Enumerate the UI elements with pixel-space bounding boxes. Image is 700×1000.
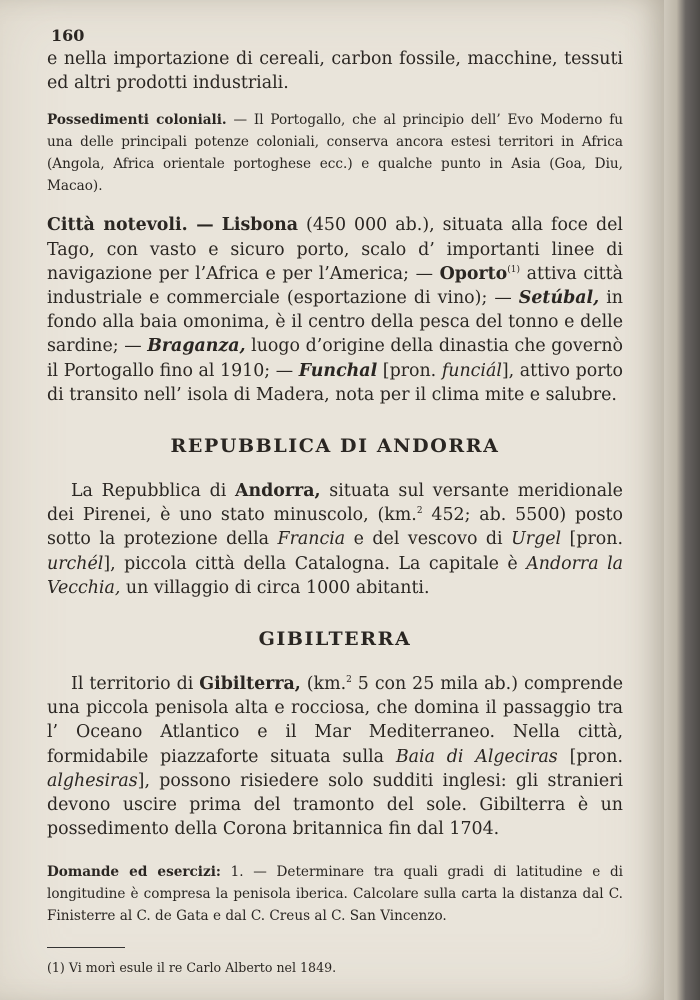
domande-paragraph	[47, 861, 623, 927]
gibilterra-baia: Baia di Algeciras	[395, 746, 558, 767]
citta-paragraph	[47, 213, 623, 407]
citta-text-5: [pron.	[377, 360, 442, 381]
citta-text-6: ], attivo porto di transito nell’ isola di Madera, nota per il clima mite e salubre.	[47, 360, 623, 405]
gibilterra-text-4: [pron.	[557, 746, 623, 767]
citta-text-1: (450 000 ab.), situata alla foce del Tago, con vasto e sicuro porto, scalo d’ importanti linee di navigazione per l’Africa e per l’America; —	[47, 215, 623, 284]
domande-heading: Domande ed esercizi:	[47, 864, 221, 881]
andorra-francia: Francia	[277, 529, 346, 550]
city-oporto: Oporto	[439, 263, 508, 284]
andorra-text-6: ], piccola città della Catalogna. La capitale è	[103, 553, 527, 574]
funchal-pronunciation: funciál	[441, 360, 502, 381]
gibilterra-text-5: ], possono risiedere solo sudditi inglesi: gli stranieri devono uscire prima del tramonto del sole. Gibilterra è un possedimento della Corona britannica fin dal 1704.	[47, 770, 623, 840]
andorra-paragraph	[47, 479, 623, 600]
andorra-text-7: un villaggio di circa 1000 abitanti.	[120, 577, 430, 598]
page-content	[47, 26, 623, 975]
city-funchal: Funchal	[298, 360, 378, 381]
city-setubal: Setúbal,	[518, 288, 600, 309]
gibilterra-text-1: Il territorio di	[71, 674, 200, 695]
citta-heading: Città notevoli. —	[47, 215, 214, 236]
gibilterra-name: Gibilterra,	[199, 674, 301, 695]
gibilterra-sq: 2	[346, 675, 352, 686]
gibilterra-text-2: (km.	[300, 674, 347, 695]
andorra-name: Andorra,	[235, 481, 321, 502]
andorra-text-4: e del vescovo di	[345, 529, 512, 550]
footnote-divider	[47, 947, 125, 948]
gibilterra-paragraph	[47, 672, 623, 841]
city-lisbona: Lisbona	[221, 215, 298, 236]
footnote: (1) Vi morì esule il re Carlo Alberto nel 1849.	[47, 960, 337, 976]
gibilterra-text-3: 5 con 25 mila ab.) comprende una piccola penisola alta e rocciosa, che domina il passaggio tra l’ Oceano Atlantico e il Mar Mediterraneo. Nella città, formidabile piazzaforte situata sulla	[47, 674, 624, 767]
possedimenti-heading: Possedimenti coloniali.	[47, 112, 227, 129]
intro-paragraph: e nella importazione di cereali, carbon fossile, macchine, tessuti ed altri prodotti industriali.	[47, 49, 623, 94]
gibilterra-title: GIBILTERRA	[258, 628, 412, 651]
andorra-sq: 2	[416, 506, 423, 517]
gibilterra-pronunciation: alghesiras	[47, 770, 138, 791]
city-braganza: Braganza,	[147, 336, 246, 357]
domande-text: 1. — Determinare tra quali gradi di latitudine e di longitudine è compresa la penisola iberica. Calcolare sulla carta la distanza dal C. Finisterre al C. de Gata e dal C. Creus al C. San Vincenzo.	[47, 864, 623, 925]
possedimenti-paragraph	[47, 109, 623, 197]
possedimenti-text: — Il Portogallo, che al principio dell’ Evo Moderno fu una delle principali potenze coloniali, conserva ancora estesi territori in Africa (Angola, Africa orientale portoghese ecc.) e qualche punto in Asia (Goa, Diu, Macao).	[47, 112, 623, 195]
andorra-text-2: situata sul versante meridionale dei Pirenei, è uno stato minuscolo, (km.	[47, 481, 623, 526]
andorra-text-1: La Repubblica di	[71, 481, 235, 502]
andorra-title: REPUBBLICA DI ANDORRA	[170, 435, 500, 458]
page-edge	[664, 0, 700, 1000]
citta-text-3: in fondo alla baia omonima, è il centro della pesca del tonno e delle sardine; —	[47, 288, 623, 357]
citta-text-2: attiva città industriale e commerciale (esportazione di vino); —	[47, 263, 623, 309]
footnote-ref: (1)	[507, 265, 521, 276]
urgel-pronunciation: urchél	[47, 553, 104, 574]
andorra-capital: Andorra la Vecchia,	[47, 553, 623, 598]
andorra-urgel: Urgel	[511, 529, 562, 550]
andorra-text-5: [pron.	[561, 529, 623, 550]
citta-text-4: luogo d’origine della dinastia che governò il Portogallo fino al 1910; —	[47, 336, 623, 381]
andorra-text-3: 452; ab. 5500) posto sotto la protezione della	[47, 505, 623, 550]
page-number: 160	[51, 26, 85, 45]
